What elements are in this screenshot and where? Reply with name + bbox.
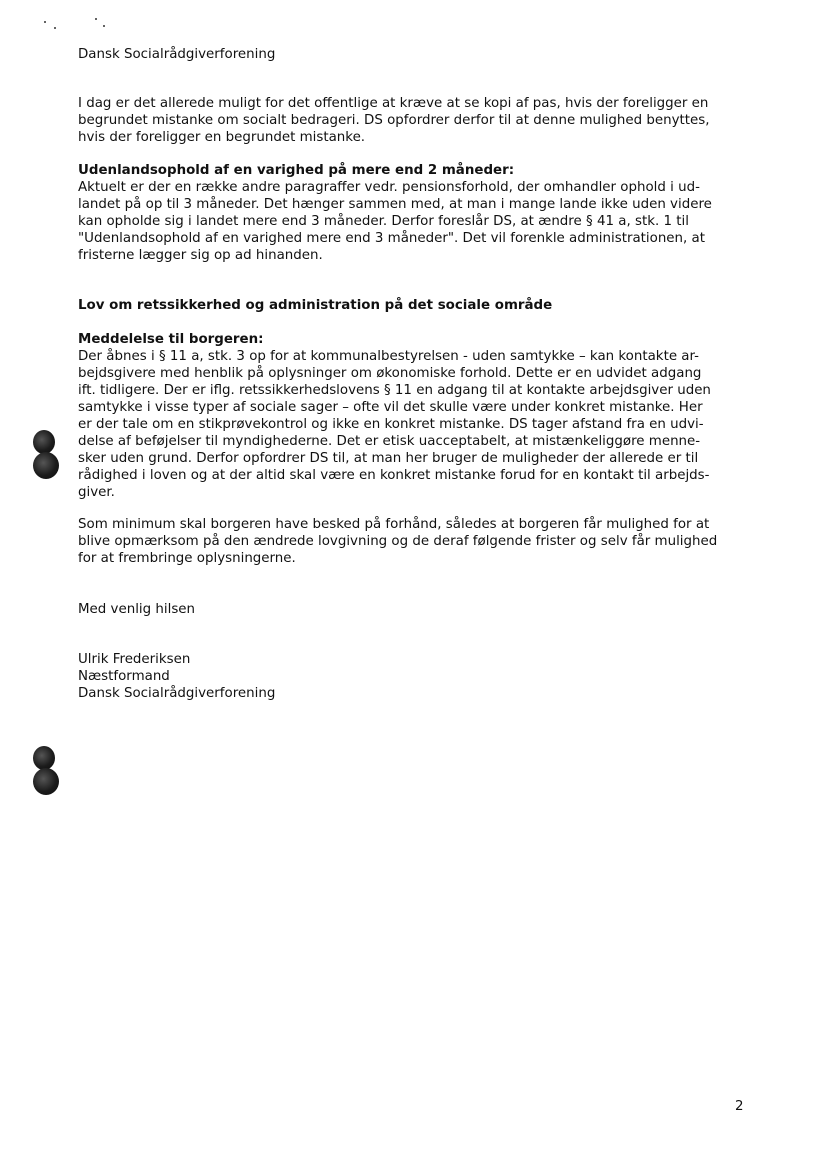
scan-speck	[54, 27, 56, 29]
section2-line: delse af beføjelser til myndighederne. Det er etisk uacceptabelt, at mistænkeliggøre menne-	[78, 434, 701, 449]
section2-title	[78, 297, 758, 314]
section1-line: Aktuelt er der en række andre paragraffer vedr. pensionsforhold, der omhandler ophold i ud-	[78, 180, 700, 195]
section2-line: sker uden grund. Derfor opfordrer DS til, at man her bruger de muligheder der allerede er til	[78, 451, 699, 466]
hole-punch-upper	[31, 430, 61, 480]
scan-speck	[103, 25, 105, 27]
greeting-text: Med venlig hilsen	[78, 602, 196, 617]
section2-line: ift. tidligere. Der er iflg. retssikkerhedslovens § 11 en adgang til at kontakte arbejdsgiver uden	[78, 383, 711, 398]
intro-line: I dag er det allerede muligt for det offentlige at kræve at se kopi af pas, hvis der foreligger en	[78, 96, 709, 111]
hole-punch-icon	[33, 768, 59, 795]
header-organization	[78, 46, 758, 63]
section2-line: er der tale om en stikprøvekontrol og ikke en konkret mistanke. DS tager afstand fra en udvi-	[78, 417, 704, 432]
section2-line: samtykke i visse typer af sociale sager – ofte vil det skulle være under konkret mistanke. Her	[78, 400, 703, 415]
section1-line: "Udenlandsophold af en varighed mere end 3 måneder". Det vil forenkle administrationen, at	[78, 231, 706, 246]
minimum-line: Som minimum skal borgeren have besked på forhånd, således at borgeren får mulighed for at	[78, 517, 710, 532]
section1-line: fristerne lægger sig op ad hinanden.	[78, 248, 323, 263]
intro-paragraph	[78, 95, 758, 146]
section1-line: kan opholde sig i landet mere end 3 måneder. Derfor foreslår DS, at ændre § 41 a, stk. 1 til	[78, 214, 689, 229]
section2-title-text: Lov om retssikkerhed og administration på det sociale område	[78, 298, 553, 313]
section2-line: bejdsgivere med henblik på oplysninger om økonomiske forhold. Dette er en udvidet adgang	[78, 366, 702, 381]
minimum-line: blive opmærksom på den ændrede lovgivning og de deraf følgende frister og selv får mulighed	[78, 534, 718, 549]
scan-speck	[95, 18, 97, 20]
signatory-organization: Dansk Socialrådgiverforening	[78, 686, 276, 701]
scan-speck	[44, 21, 46, 23]
section2-heading: Meddelelse til borgeren:	[78, 332, 264, 347]
intro-line: begrundet mistanke om socialt bedrageri. DS opfordrer derfor til at denne mulighed benyttes,	[78, 113, 710, 128]
section2-line: rådighed i loven og at der altid skal være en konkret mistanke forud for en kontakt til arbejds-	[78, 468, 710, 483]
hole-punch-icon	[33, 746, 55, 770]
hole-punch-icon	[33, 452, 59, 479]
section2-line: giver.	[78, 485, 115, 500]
hole-punch-icon	[33, 430, 55, 454]
section2-minimum-paragraph	[78, 516, 758, 567]
section2-line: Der åbnes i § 11 a, stk. 3 op for at kommunalbestyrelsen - uden samtykke – kan kontakte ar-	[78, 349, 699, 364]
signatory-role: Næstformand	[78, 669, 170, 684]
page-number: 2	[735, 1099, 744, 1114]
section2-block	[78, 331, 758, 501]
header-organization-text: Dansk Socialrådgiverforening	[78, 47, 276, 62]
section1-block	[78, 162, 758, 264]
closing-greeting	[78, 601, 758, 618]
section1-heading: Udenlandsophold af en varighed på mere end 2 måneder:	[78, 163, 515, 178]
section1-line: landet på op til 3 måneder. Det hænger sammen med, at man i mange lande ikke uden videre	[78, 197, 712, 212]
minimum-line: for at frembringe oplysningerne.	[78, 551, 296, 566]
intro-line: hvis der foreligger en begrundet mistanke.	[78, 130, 366, 145]
signatory-name: Ulrik Frederiksen	[78, 652, 191, 667]
signature-block	[78, 651, 758, 702]
hole-punch-lower	[31, 746, 61, 796]
